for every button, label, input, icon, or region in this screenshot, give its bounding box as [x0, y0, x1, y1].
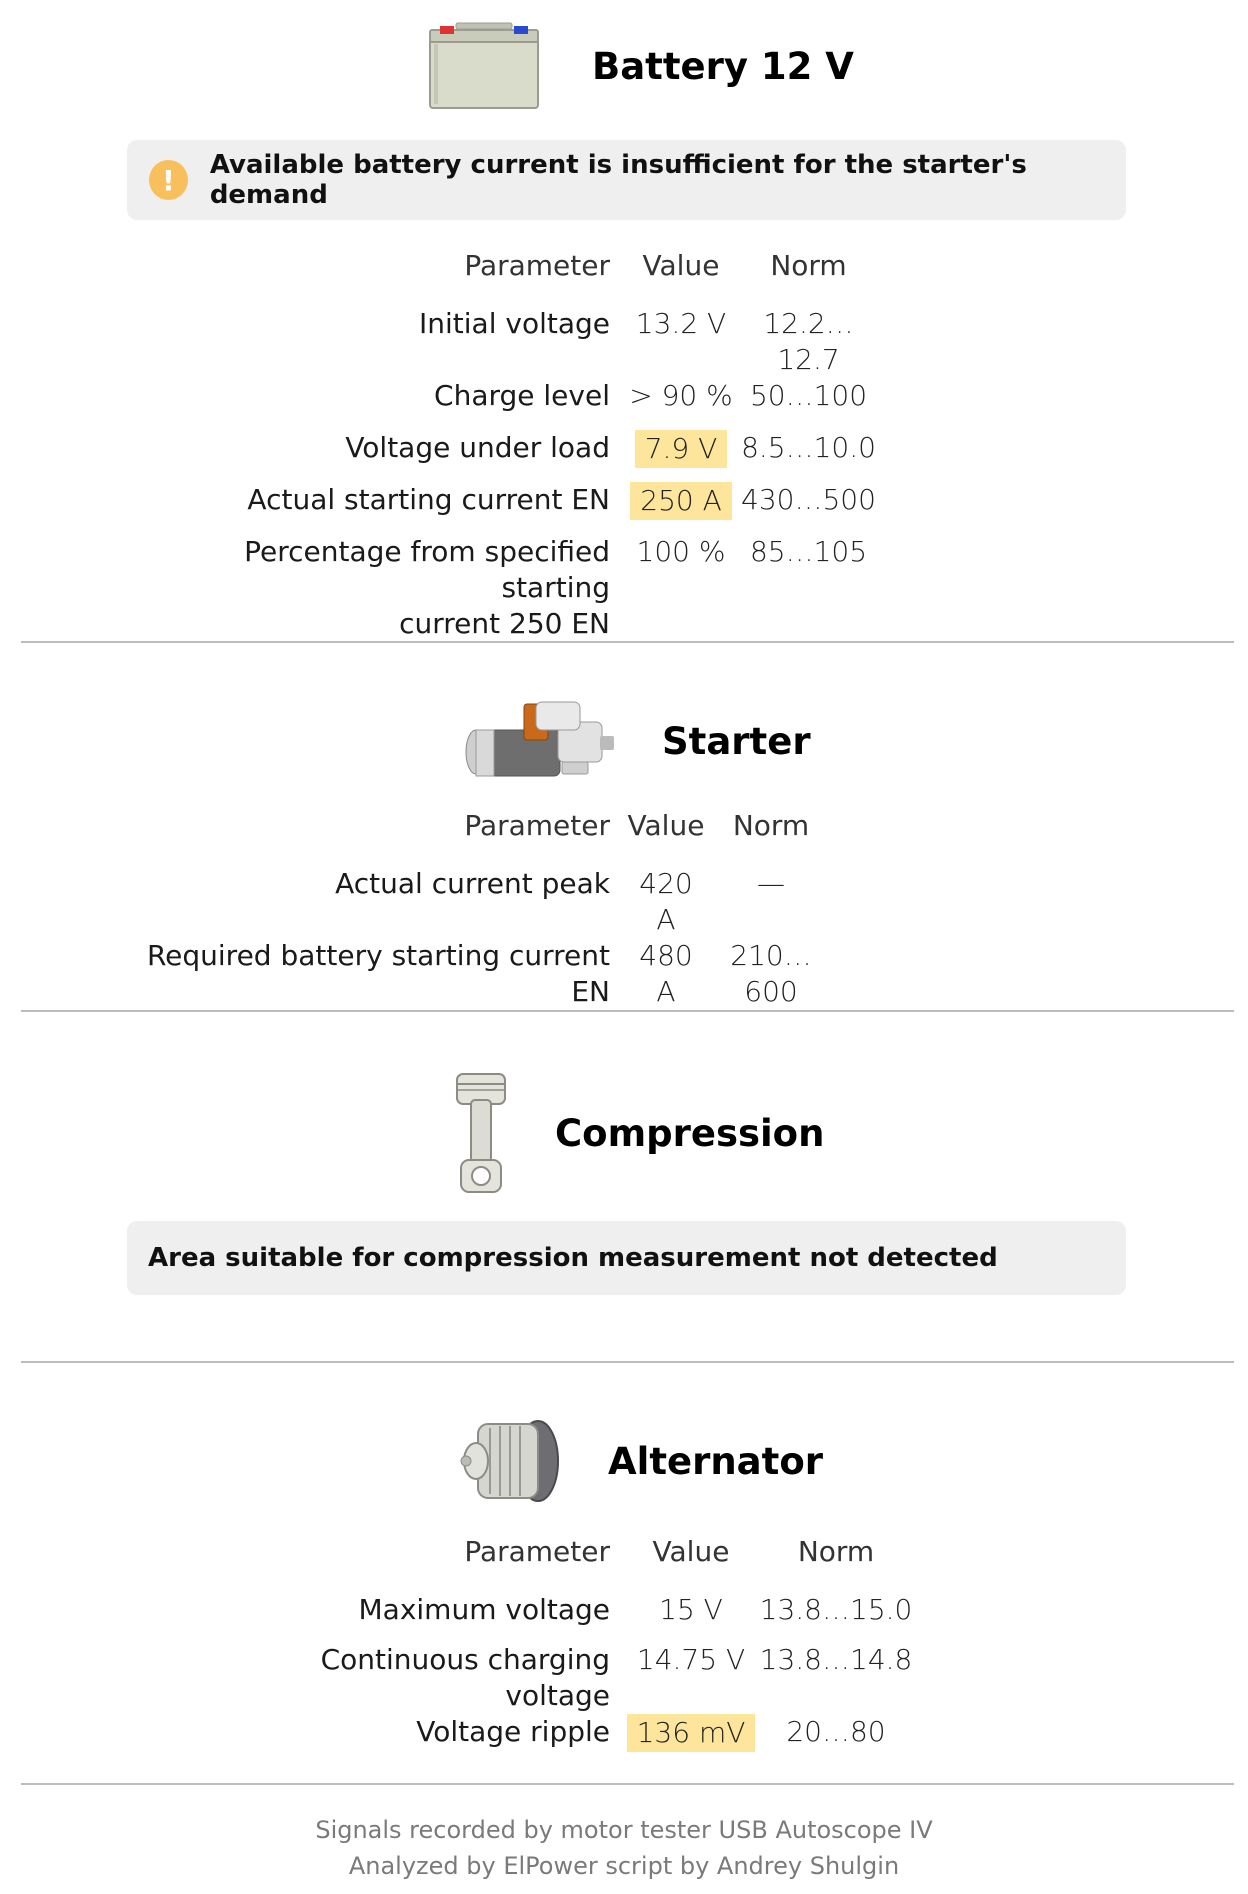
footer: [0, 1812, 1248, 1884]
param-name: Required battery starting current EN: [146, 939, 610, 1008]
table-row: [157, 482, 881, 534]
highlighted-value: 7.9 V: [635, 430, 728, 468]
compression-title: Compression: [555, 1111, 825, 1155]
param-value: 480 A: [639, 939, 693, 1008]
alternator-title: Alternator: [608, 1439, 824, 1483]
param-value: 14.75 V: [636, 1643, 746, 1676]
header-norm: Norm: [770, 249, 847, 282]
starter-title: Starter: [662, 719, 811, 763]
footer-line-recorded: Signals recorded by motor tester USB Autoscope IV: [315, 1816, 933, 1844]
param-norm: 85…105: [749, 535, 868, 568]
param-name: Charge level: [434, 379, 610, 412]
param-value: 13.2 V: [635, 307, 727, 340]
param-norm: 13.8…14.8: [759, 1643, 913, 1676]
table-row: [157, 306, 881, 378]
alternator-table: [226, 1534, 916, 1766]
table-row: [226, 1714, 916, 1766]
param-norm: 8.5…10.0: [741, 431, 876, 464]
battery-header: [426, 20, 854, 112]
table-row: [226, 1642, 916, 1714]
table-header-row: [226, 1534, 916, 1592]
alternator-icon: [456, 1418, 562, 1504]
section-divider: [21, 641, 1234, 643]
param-norm: 210…600: [730, 939, 812, 1008]
param-norm: 50…100: [749, 379, 868, 412]
param-name-line1: Percentage from specified starting: [244, 535, 610, 604]
compression-header: [451, 1070, 824, 1196]
starter-motor-icon: [462, 698, 616, 784]
starter-header: [462, 698, 811, 784]
table-row: [157, 378, 881, 430]
table-header-row: [157, 248, 881, 306]
table-row: [157, 534, 881, 642]
battery-notice: [127, 140, 1126, 220]
header-value: Value: [627, 809, 705, 842]
table-row: [141, 866, 836, 938]
header-value: Value: [642, 249, 720, 282]
table-row: [226, 1592, 916, 1642]
param-name: Actual starting current EN: [247, 483, 610, 516]
param-norm: 13.8…15.0: [759, 1593, 913, 1626]
param-value: 15 V: [659, 1593, 723, 1626]
compression-notice: [127, 1221, 1126, 1295]
param-name: Actual current peak: [335, 867, 610, 900]
param-name: Continuous charging voltage: [320, 1643, 610, 1712]
battery-notice-text: Available battery current is insufficient for the starter's demand: [209, 150, 1027, 210]
param-norm: 20…80: [786, 1715, 886, 1748]
param-norm: 12.2…12.7: [763, 307, 854, 376]
piston-icon: [451, 1070, 511, 1196]
param-name: Maximum voltage: [358, 1593, 610, 1626]
param-value: > 90 %: [629, 379, 733, 412]
highlighted-value: 250 A: [630, 482, 732, 520]
param-name: Voltage under load: [345, 431, 610, 464]
header-value: Value: [652, 1535, 730, 1568]
param-value: 100 %: [636, 535, 726, 568]
warning-icon: !: [149, 160, 188, 200]
header-norm: Norm: [732, 809, 810, 842]
battery-table: [157, 248, 881, 642]
battery-title: Battery 12 V: [592, 44, 854, 88]
param-name: Initial voltage: [419, 307, 610, 340]
param-norm: 430…500: [741, 483, 876, 516]
table-row: [141, 938, 836, 1010]
header-norm: Norm: [797, 1535, 875, 1568]
compression-notice-text: Area suitable for compression measurement not detected: [148, 1243, 998, 1273]
table-header-row: [141, 808, 836, 866]
param-name-line2: current 250 EN: [399, 607, 610, 640]
section-divider: [21, 1783, 1234, 1785]
section-divider: [21, 1010, 1234, 1012]
param-name: Voltage ripple: [416, 1715, 610, 1748]
footer-line-analyzed: Analyzed by ElPower script by Andrey Shulgin: [348, 1852, 900, 1880]
section-divider: [21, 1361, 1234, 1363]
header-parameter: Parameter: [464, 809, 610, 842]
header-parameter: Parameter: [464, 1535, 610, 1568]
table-row: [157, 430, 881, 482]
highlighted-value: 136 mV: [627, 1714, 756, 1752]
param-name: [157, 534, 626, 642]
battery-icon: [426, 20, 542, 112]
param-value: 420 A: [639, 867, 693, 936]
param-norm: —: [757, 867, 785, 900]
header-parameter: Parameter: [464, 249, 610, 282]
starter-table: [141, 808, 836, 1010]
alternator-header: [456, 1418, 823, 1504]
